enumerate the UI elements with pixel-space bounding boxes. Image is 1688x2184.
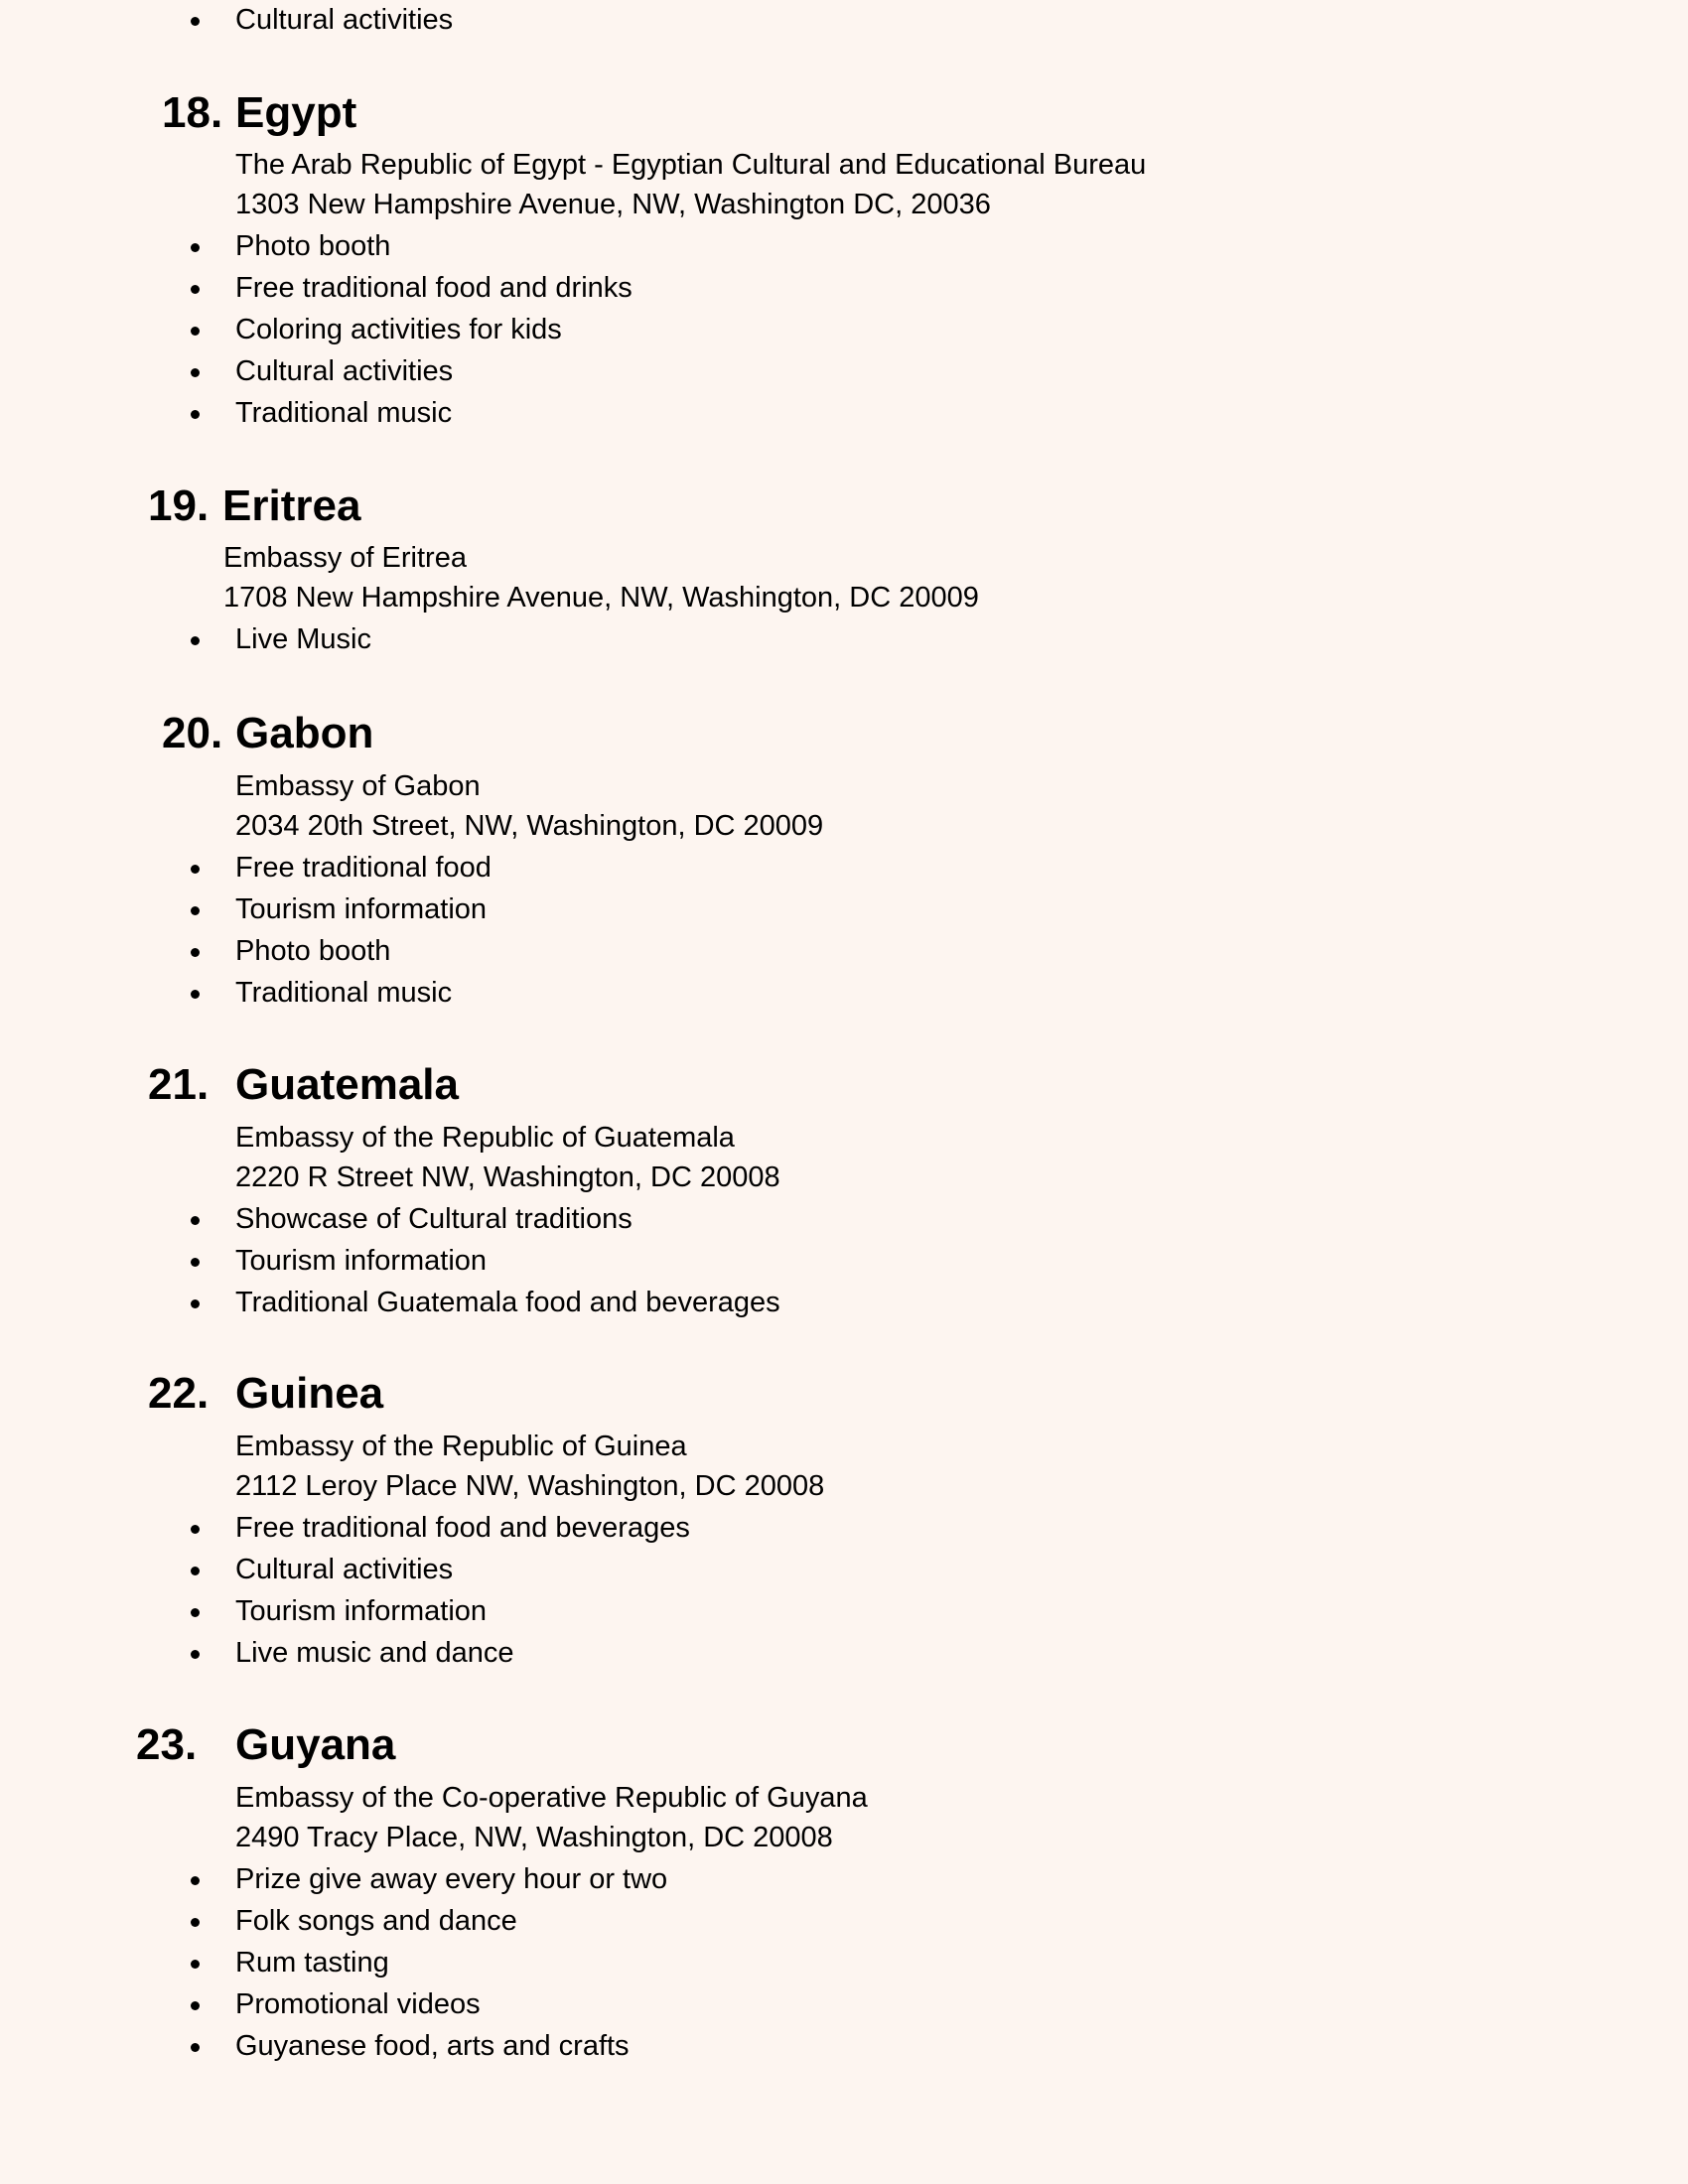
bullet-icon (191, 327, 200, 336)
list-item: Rum tasting (235, 1947, 389, 1979)
list-item: Tourism information (235, 1245, 488, 1277)
list-item: Cultural activities (235, 355, 454, 387)
list-item: Folk songs and dance (235, 1905, 517, 1937)
list-item: Coloring activities for kids (235, 314, 562, 345)
bullet-icon (191, 990, 200, 999)
section-title: Guatemala (235, 1060, 459, 1109)
section-title: Guyana (235, 1720, 396, 1769)
bullet-icon (191, 2001, 200, 2010)
bullet-icon (191, 410, 200, 419)
list-item: Prize give away every hour or two (235, 1863, 668, 1895)
section-title: Guinea (235, 1369, 384, 1418)
organization-name: Embassy of Gabon (235, 770, 481, 802)
bullet-icon (191, 243, 200, 252)
bullet-icon (191, 1918, 200, 1927)
bullet-icon (191, 1608, 200, 1617)
organization-name: Embassy of the Republic of Guatemala (235, 1122, 735, 1154)
list-item: Guyanese food, arts and crafts (235, 2030, 630, 2062)
address: 2490 Tracy Place, NW, Washington, DC 20008 (235, 1822, 833, 1853)
list-item: Tourism information (235, 893, 488, 925)
bullet-icon (191, 1216, 200, 1225)
section-title: Egypt (235, 88, 357, 137)
list-item: Photo booth (235, 230, 391, 262)
bullet-icon (191, 1525, 200, 1534)
bullet-icon (191, 1299, 200, 1308)
section-number: 20. (162, 709, 223, 757)
list-item: Live music and dance (235, 1637, 514, 1669)
bullet-icon (191, 636, 200, 645)
bullet-icon (191, 906, 200, 915)
list-item: Cultural activities (235, 4, 454, 36)
bullet-icon (191, 948, 200, 957)
address: 2220 R Street NW, Washington, DC 20008 (235, 1161, 780, 1193)
bullet-icon (191, 1650, 200, 1659)
bullet-icon (191, 285, 200, 294)
section-number: 19. (148, 481, 210, 530)
list-item: Free traditional food and drinks (235, 272, 633, 304)
list-item: Showcase of Cultural traditions (235, 1203, 633, 1235)
list-item: Free traditional food (235, 852, 492, 884)
bullet-icon (191, 1258, 200, 1267)
list-item: Promotional videos (235, 1988, 481, 2020)
address: 1708 New Hampshire Avenue, NW, Washington, DC 20009 (223, 582, 979, 614)
section-title: Eritrea (222, 481, 361, 530)
list-item: Free traditional food and beverages (235, 1512, 690, 1544)
list-item: Live Music (235, 623, 371, 655)
list-item: Tourism information (235, 1595, 488, 1627)
list-item: Traditional music (235, 397, 453, 429)
bullet-icon (191, 368, 200, 377)
bullet-icon (191, 2043, 200, 2052)
organization-name: Embassy of the Co-operative Republic of Guyana (235, 1782, 868, 1814)
bullet-icon (191, 17, 200, 26)
address: 1303 New Hampshire Avenue, NW, Washington DC, 20036 (235, 189, 991, 220)
section-number: 18. (162, 88, 223, 137)
section-number: 23. (136, 1720, 198, 1769)
list-item: Photo booth (235, 935, 391, 967)
section-number: 21. (148, 1060, 210, 1109)
bullet-icon (191, 1876, 200, 1885)
address: 2034 20th Street, NW, Washington, DC 20009 (235, 810, 824, 842)
section-number: 22. (148, 1369, 210, 1418)
organization-name: The Arab Republic of Egypt - Egyptian Cultural and Educational Bureau (235, 149, 1147, 181)
organization-name: Embassy of Eritrea (223, 542, 467, 574)
list-item: Traditional music (235, 977, 453, 1009)
bullet-icon (191, 1960, 200, 1969)
section-title: Gabon (235, 709, 374, 757)
bullet-icon (191, 865, 200, 874)
organization-name: Embassy of the Republic of Guinea (235, 1431, 687, 1462)
list-item: Cultural activities (235, 1554, 454, 1585)
bullet-icon (191, 1567, 200, 1575)
address: 2112 Leroy Place NW, Washington, DC 20008 (235, 1470, 825, 1502)
list-item: Traditional Guatemala food and beverages (235, 1287, 780, 1318)
